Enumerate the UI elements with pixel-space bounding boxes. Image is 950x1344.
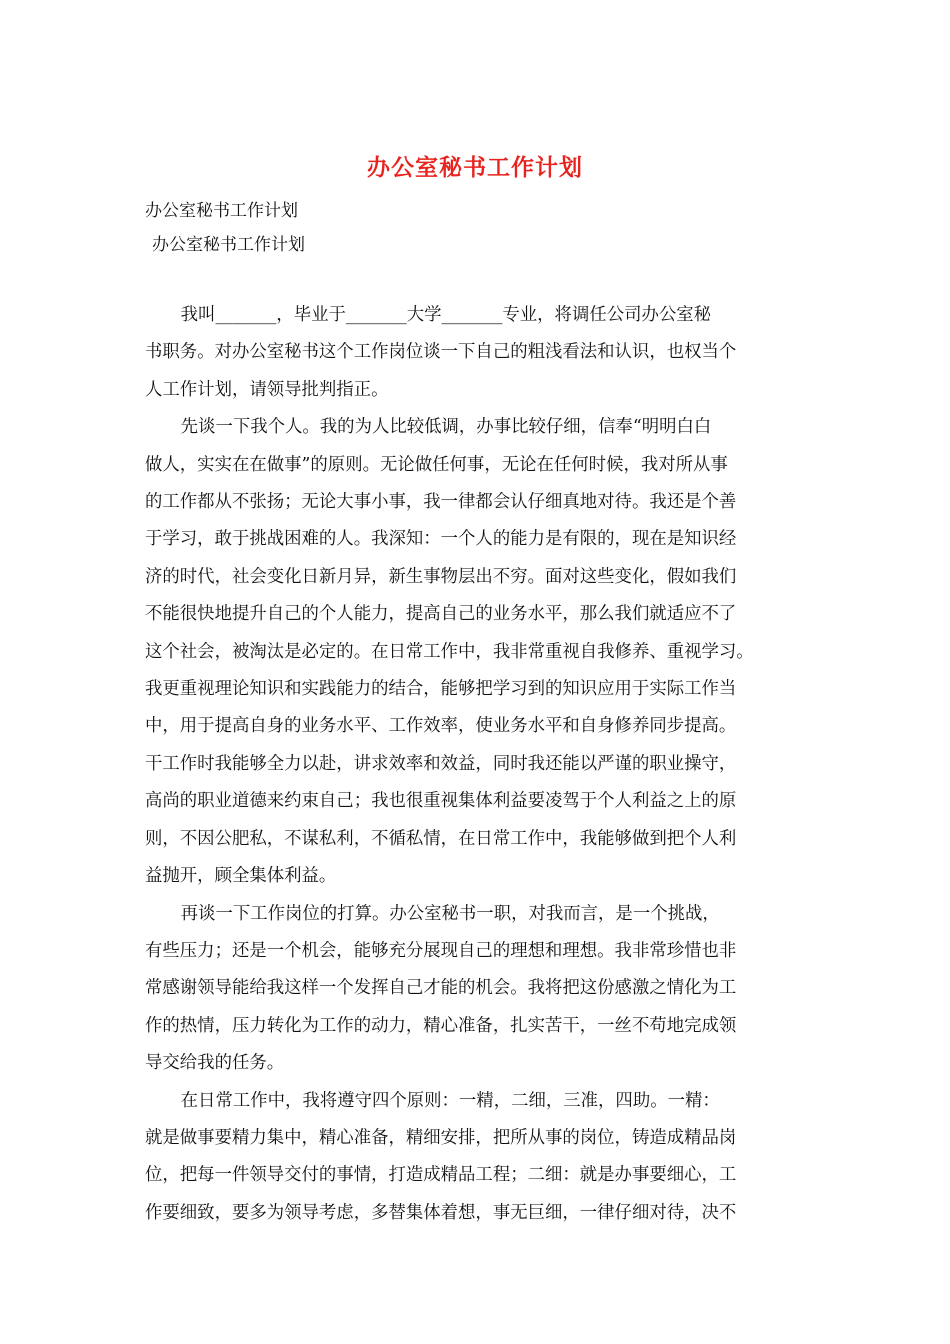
paragraph-line: 人工作计划，请领导批判指正。 [145, 379, 389, 400]
paragraph-line: 书职务。对办公室秘书这个工作岗位谈一下自己的粗浅看法和认识，也权当个 [145, 342, 737, 363]
paragraph-line: 常感谢领导能给我这样一个发挥自己才能的机会。我将把这份感激之情化为工 [145, 978, 737, 999]
paragraph-line: 不能很快地提升自己的个人能力，提高自己的业务水平，那么我们就适应不了 [145, 604, 737, 625]
paragraph-line: 则，不因公肥私，不谋私利，不循私情，在日常工作中，我能够做到把个人利 [145, 828, 737, 849]
paragraph-line: 我更重视理论知识和实践能力的结合，能够把学习到的知识应用于实际工作当 [145, 679, 737, 700]
paragraph-line: 的工作都从不张扬；无论大事小事，我一律都会认仔细真地对待。我还是个善 [145, 492, 737, 513]
paragraph-line: 做人，实实在在做事”的原则。无论做任何事，无论在任何时候，我对所从事 [145, 454, 728, 475]
paragraph-line: 位，把每一件领导交付的事情，打造成精品工程；二细：就是办事要细心，工 [145, 1165, 737, 1186]
paragraph-line: 作要细致，要多为领导考虑，多替集体着想，事无巨细，一律仔细对待，决不 [145, 1202, 737, 1223]
paragraph-line: 先谈一下我个人。我的为人比较低调，办事比较仔细，信奉“明明白白 [180, 417, 712, 438]
paragraph-2 [145, 409, 805, 895]
paragraph-4 [145, 1083, 805, 1233]
paragraph-line: 中，用于提高自身的业务水平、工作效率，使业务水平和自身修养同步提高。 [145, 716, 737, 737]
paragraph-line: 于学习，敢于挑战困难的人。我深知：一个人的能力是有限的，现在是知识经 [145, 529, 737, 550]
paragraph-line: 我叫_______，毕业于_______大学_______专业，将调任公司办公室秘 [180, 305, 712, 325]
document-body [145, 297, 805, 1232]
paragraph-line: 这个社会，被淘汰是必定的。在日常工作中，我非常重视自我修养、重视学习。 [145, 641, 754, 662]
paragraph-line: 作的热情，压力转化为工作的动力，精心准备，扎实苦干，一丝不苟地完成领 [145, 1015, 737, 1036]
paragraph-line: 就是做事要精力集中，精心准备，精细安排，把所从事的岗位，铸造成精品岗 [145, 1127, 737, 1148]
document-subtitle-2: 办公室秘书工作计划 [152, 235, 305, 255]
document-subtitle-1: 办公室秘书工作计划 [145, 201, 298, 221]
paragraph-line: 益抛开，顾全集体利益。 [145, 866, 337, 887]
paragraph-line: 导交给我的任务。 [145, 1053, 285, 1074]
paragraph-3 [145, 896, 805, 1083]
paragraph-line: 济的时代，社会变化日新月异，新生事物层出不穷。面对这些变化，假如我们 [145, 566, 737, 587]
paragraph-1 [145, 297, 805, 409]
document-title: 办公室秘书工作计划 [367, 154, 583, 181]
paragraph-line: 干工作时我能够全力以赴，讲求效率和效益，同时我还能以严谨的职业操守， [145, 753, 737, 774]
paragraph-line: 高尚的职业道德来约束自己；我也很重视集体利益要凌驾于个人利益之上的原 [145, 791, 737, 812]
paragraph-line: 再谈一下工作岗位的打算。办公室秘书一职，对我而言，是一个挑战， [180, 903, 720, 924]
paragraph-line: 有些压力；还是一个机会，能够充分展现自己的理想和理想。我非常珍惜也非 [145, 940, 737, 961]
paragraph-line: 在日常工作中，我将遵守四个原则：一精，二细，三准，四助。一精： [180, 1090, 720, 1111]
